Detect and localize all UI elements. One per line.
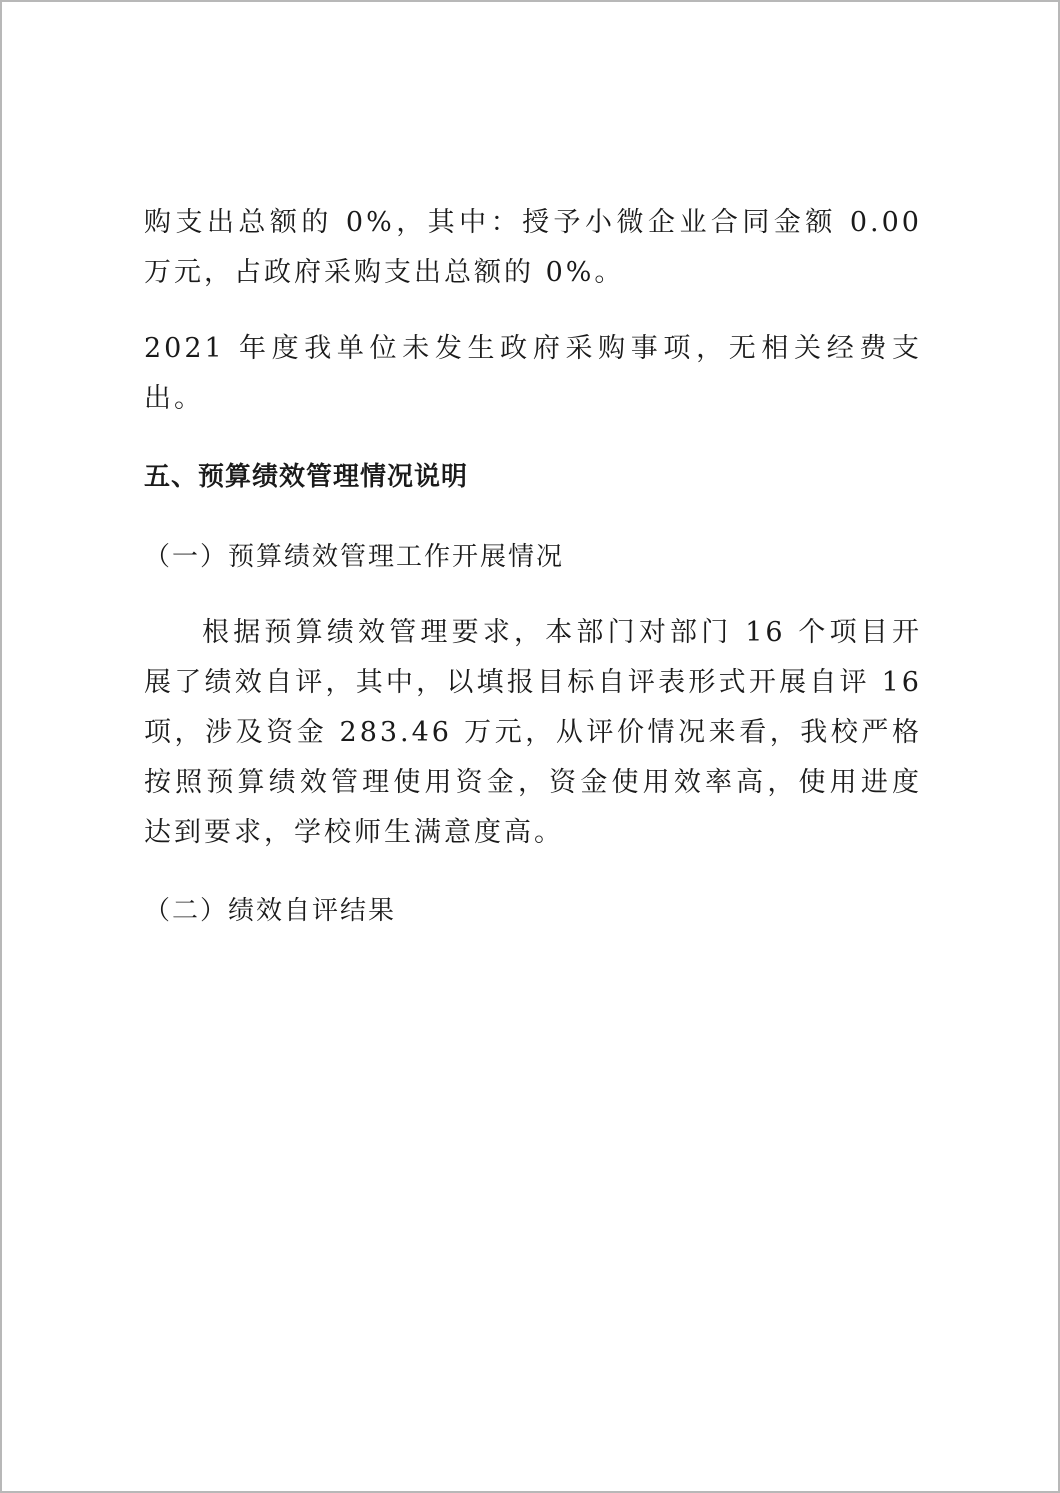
procurement-note-paragraph: 2021 年度我单位未发生政府采购事项，无相关经费支出。 [144,333,922,414]
performance-evaluation-paragraph: 根据预算绩效管理要求，本部门对部门 16 个项目开展了绩效自评，其中，以填报目标自评表形式开展自评 16 项，涉及资金 283.46 万元，从评价情况来看，我校严格按照预算绩效管理使用资金，资金使用效率高，使用进度达到要求，学校师生满意度高。 [144,617,922,848]
subheading-work-status: （一）预算绩效管理工作开展情况 [144,542,565,572]
document-body [144,198,922,962]
section-heading: 五、预算绩效管理情况说明 [144,462,469,492]
subheading-evaluation-results: （二）绩效自评结果 [144,896,397,926]
procurement-summary-paragraph: 购支出总额的 0%，其中：授予小微企业合同金额 0.00 万元，占政府采购支出总额的 0%。 [144,207,922,288]
